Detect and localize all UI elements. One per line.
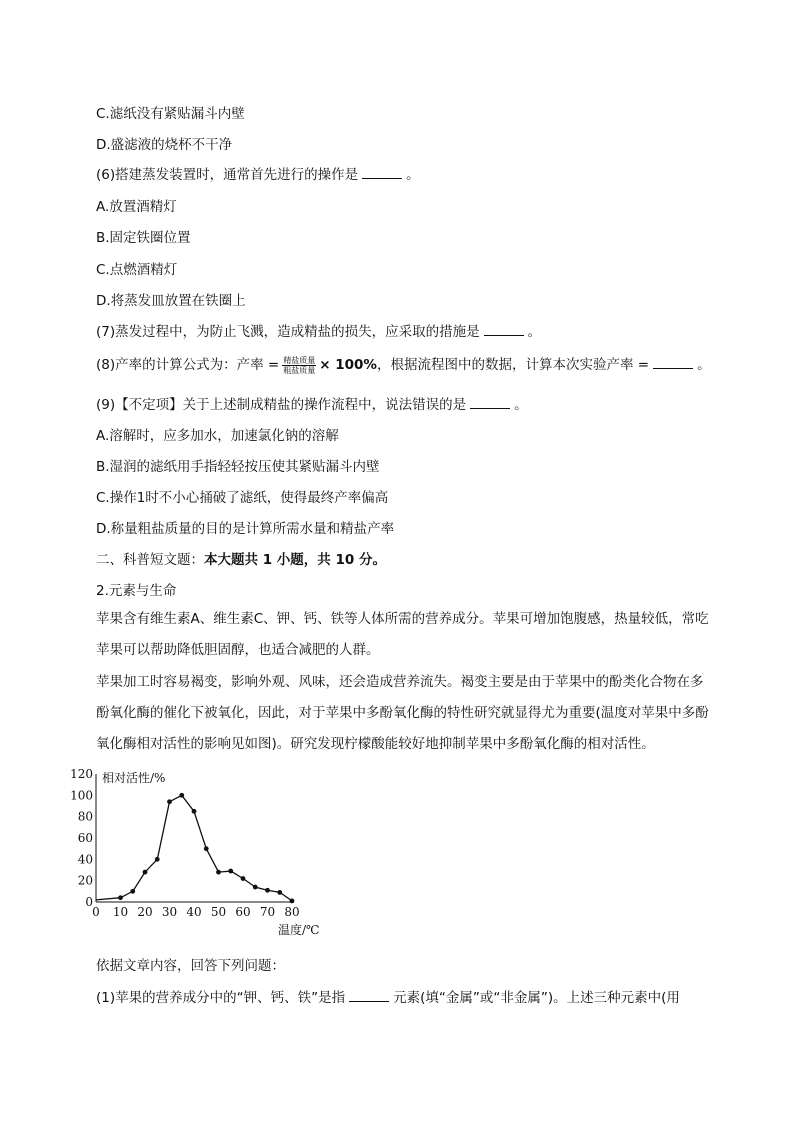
x-tick-labels (92, 905, 299, 919)
y-tick-labels (70, 767, 93, 909)
chart-axes (96, 774, 292, 902)
x-tick-label: 40 (186, 905, 202, 919)
stem-text: (1)苹果的营养成分中的“钾、钙、铁”是指 (96, 990, 346, 1006)
x-tick-label: 70 (259, 905, 276, 919)
data-point (290, 899, 295, 904)
yield-fraction (282, 356, 316, 375)
fraction-numerator: 精盐质量 (283, 355, 316, 365)
q6-option-a (96, 198, 177, 216)
stem-punct: 。 (697, 357, 711, 373)
option-text: C.操作1时不小心捅破了滤纸，使得最终产率偏高 (96, 490, 389, 506)
x-tick-label: 0 (92, 905, 100, 919)
x-tick-label: 20 (137, 905, 153, 919)
y-tick-label: 100 (70, 788, 93, 803)
article-paragraph-2: 苹果加工时容易褐变，影响外观、风味，还会造成营养流失。褐变主要是由于苹果中的酚类化合物在多酚氧化酶的催化下被氧化，因此，对于苹果中多酚氧化酶的特性研究就显得尤为重要(温度对苹果中多酚氧化酶相对活性的影响见如图)。研究发现柠檬酸能较好地抑制苹果中多酚氧化酶的相对活性。 (96, 674, 709, 752)
stem-text: 元素(填“金属”或“非金属”)。上述三种元素中(用 (393, 990, 680, 1006)
q6-option-b (96, 229, 191, 247)
y-tick-label: 20 (77, 873, 93, 888)
question-2-title (96, 582, 176, 600)
data-point (204, 846, 209, 851)
stem-punct: 。 (514, 397, 528, 413)
title-text: 2.元素与生命 (96, 583, 177, 599)
x-tick-label: 10 (112, 905, 129, 919)
x-tick-label: 80 (284, 905, 300, 919)
y-axis-label: 相对活性/% (102, 771, 166, 785)
times-percent: × 100% (319, 357, 377, 373)
option-text: C.滤纸没有紧贴漏斗内壁 (96, 106, 245, 122)
y-tick-label: 0 (85, 895, 93, 909)
stem-text: (9)【不定项】关于上述制成精盐的操作流程中，说法错误的是 (96, 397, 467, 413)
data-point (228, 869, 233, 874)
questions-intro (96, 957, 285, 975)
option-text: A.放置酒精灯 (96, 199, 177, 215)
data-point (130, 889, 135, 894)
data-point (253, 885, 258, 890)
stem-punct: 。 (527, 324, 542, 340)
option-text: C.点燃酒精灯 (96, 262, 178, 278)
q9-option-d (96, 520, 394, 538)
stem-punct: 。 (406, 167, 420, 183)
x-tick-label: 30 (161, 905, 178, 919)
answer-blank (349, 989, 389, 1002)
option-c-line (96, 105, 245, 123)
x-tick-label: 50 (210, 905, 227, 919)
option-text: D.盛滤液的烧杯不干净 (96, 137, 233, 153)
question-7-stem (96, 323, 541, 341)
question-6-stem (96, 166, 420, 184)
stem-text: ，根据流程图中的数据，计算本次实验产率 = (376, 357, 650, 373)
data-point (277, 890, 282, 895)
stem-text: (7)蒸发过程中，为防止飞溅，造成精盐的损失，应采取的措施是 (96, 324, 480, 340)
y-tick-label: 40 (77, 852, 93, 867)
x-axis-label: 温度/℃ (278, 923, 320, 937)
option-text: B.固定铁圈位置 (96, 230, 191, 246)
q9-option-a (96, 427, 339, 445)
answer-blank (484, 323, 524, 336)
y-tick-label: 60 (77, 831, 93, 845)
data-point (179, 793, 184, 798)
section-label: 二、科普短文题： (96, 552, 204, 568)
activity-temperature-chart (60, 762, 320, 942)
answer-blank (470, 396, 510, 409)
data-point (241, 876, 246, 881)
q9-option-b (96, 458, 380, 476)
data-point (118, 895, 123, 900)
option-text: D.称量粗盐质量的目的是计算所需水量和精盐产率 (96, 521, 395, 537)
section-2-heading (96, 551, 386, 569)
data-points (118, 793, 294, 903)
data-point (167, 799, 172, 804)
q9-option-c (96, 489, 388, 507)
x-tick-label: 60 (235, 905, 251, 919)
data-point (216, 870, 221, 875)
option-text: A.溶解时，应多加水，加速氯化钠的溶解 (96, 428, 339, 444)
data-point (192, 809, 197, 814)
option-text: B.湿润的滤纸用手指轻轻按压使其紧贴漏斗内壁 (96, 459, 380, 475)
option-text: D.将蒸发皿放置在铁圈上 (96, 293, 246, 309)
option-d-line (96, 136, 232, 154)
data-point (143, 870, 148, 875)
question-9-stem (96, 396, 528, 414)
fraction-denominator: 粗盐质量 (283, 365, 316, 375)
y-tick-label: 80 (77, 809, 93, 824)
stem-text: (6)搭建蒸发装置时，通常首先进行的操作是 (96, 167, 359, 183)
article-paragraph-1: 苹果含有维生素A、维生素C、钾、钙、铁等人体所需的营养成分。苹果可增加饱腹感，热量较低，常吃苹果可以帮助降低胆固醇，也适合减肥的人群。 (96, 611, 709, 658)
data-point (155, 857, 160, 862)
intro-text: 依据文章内容，回答下列问题： (96, 958, 285, 974)
answer-blank (362, 166, 402, 179)
question-8-stem (96, 352, 711, 378)
section-score: 本大题共 1 小题，共 10 分。 (204, 552, 386, 568)
stem-text: (8)产率的计算公式为：产率 = (96, 357, 280, 373)
sub-question-1 (96, 989, 680, 1007)
y-tick-label: 120 (70, 767, 93, 781)
data-point (265, 888, 270, 893)
answer-blank (653, 356, 693, 369)
q6-option-c (96, 261, 177, 279)
q6-option-d (96, 292, 246, 310)
